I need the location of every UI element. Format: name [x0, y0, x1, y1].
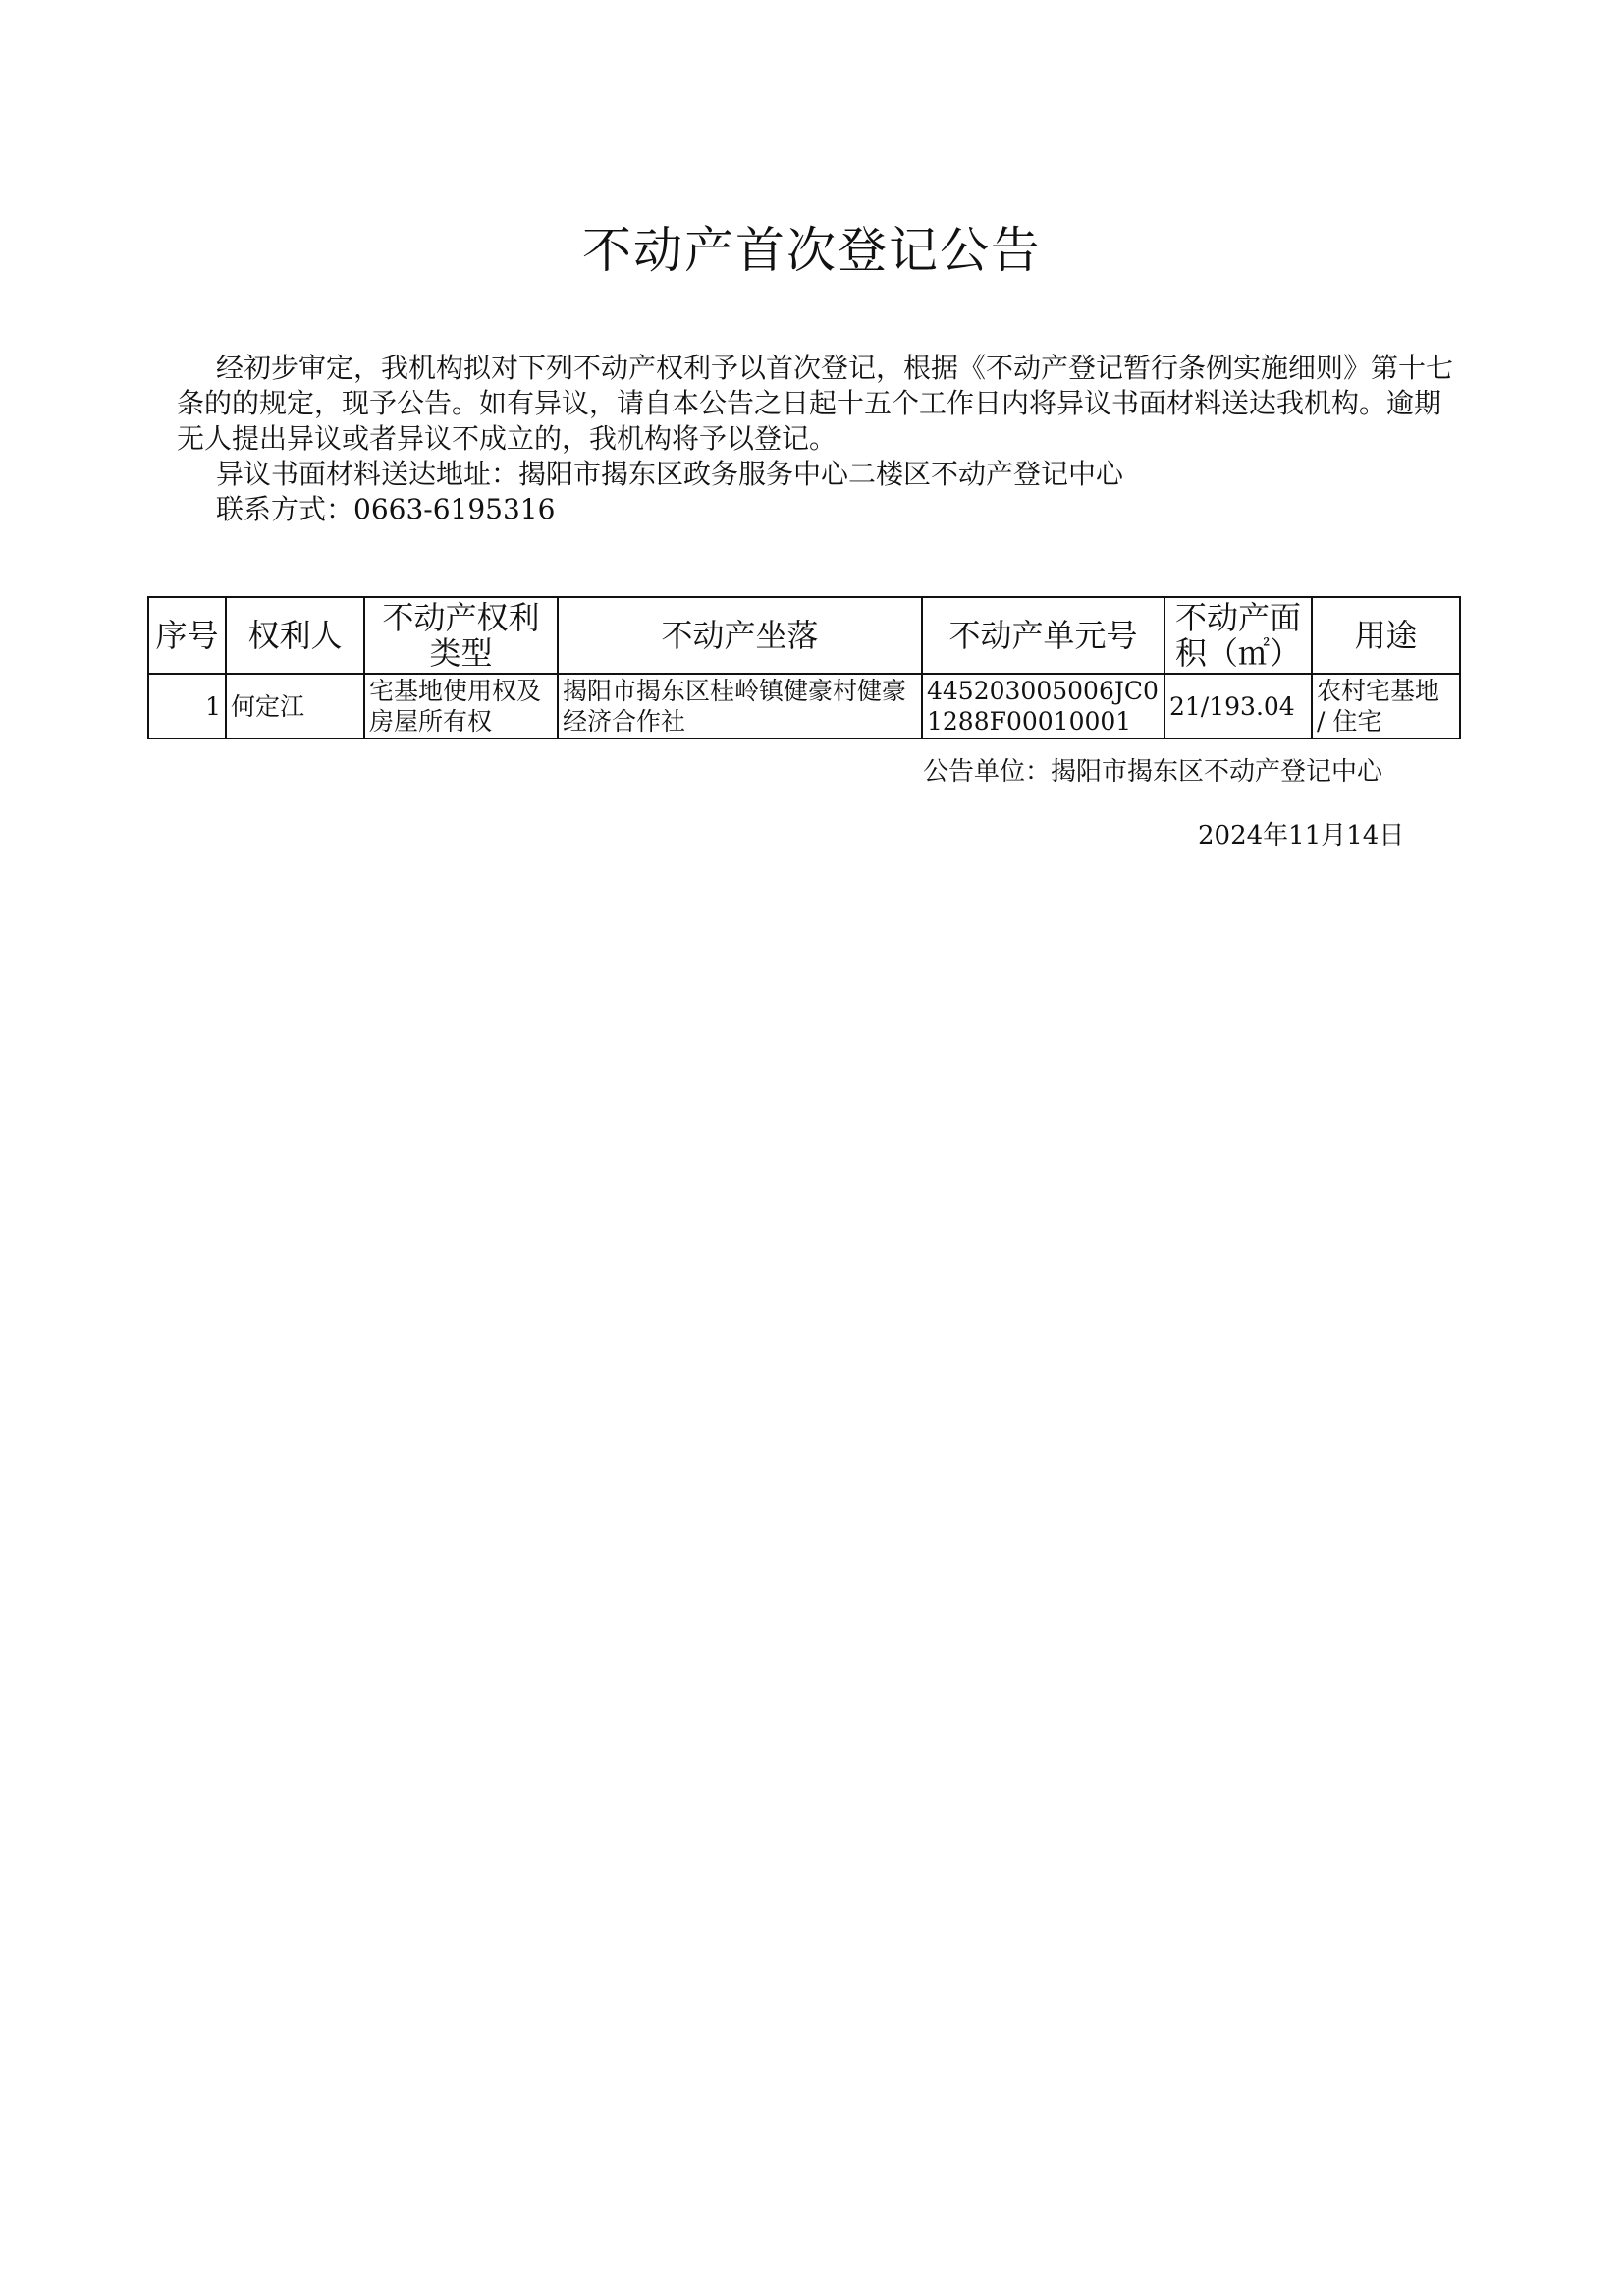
notice-body [177, 351, 1453, 527]
table-row [148, 674, 1460, 738]
header-right-type: 不动产权利类型 [364, 597, 558, 674]
header-holder: 权利人 [226, 597, 364, 674]
objection-address: 异议书面材料送达地址：揭阳市揭东区政务服务中心二楼区不动产登记中心 [216, 458, 1124, 490]
cell-location: 揭阳市揭东区桂岭镇健豪村健豪经济合作社 [558, 674, 922, 738]
header-unit-no: 不动产单元号 [922, 597, 1164, 674]
header-seq: 序号 [148, 597, 226, 674]
contact-info: 联系方式：0663-6195316 [216, 493, 556, 525]
cell-holder: 何定江 [226, 674, 364, 738]
page-title: 不动产首次登记公告 [582, 222, 1042, 279]
cell-usage: 农村宅基地 / 住宅 [1312, 674, 1460, 738]
cell-seq: 1 [148, 674, 226, 738]
header-location: 不动产坐落 [558, 597, 922, 674]
table-header-row [148, 597, 1460, 674]
notice-paragraph: 经初步审定，我机构拟对下列不动产权利予以首次登记，根据《不动产登记暂行条例实施细则》第十七条的的规定，现予公告。如有异议，请自本公告之日起十五个工作日内将异议书面材料送达我机构。逾期无人提出异议或者异议不成立的，我机构将予以登记。 [177, 352, 1454, 455]
cell-unit-no: 445203005006JC01288F00010001 [922, 674, 1164, 738]
header-area: 不动产面积（㎡） [1164, 597, 1312, 674]
issuing-unit: 公告单位：揭阳市揭东区不动产登记中心 [923, 757, 1383, 787]
cell-right-type: 宅基地使用权及房屋所有权 [364, 674, 558, 738]
cell-area: 21/193.04 [1164, 674, 1312, 738]
header-usage: 用途 [1312, 597, 1460, 674]
registration-table [147, 596, 1461, 739]
issue-date: 2024年11月14日 [1198, 821, 1405, 850]
